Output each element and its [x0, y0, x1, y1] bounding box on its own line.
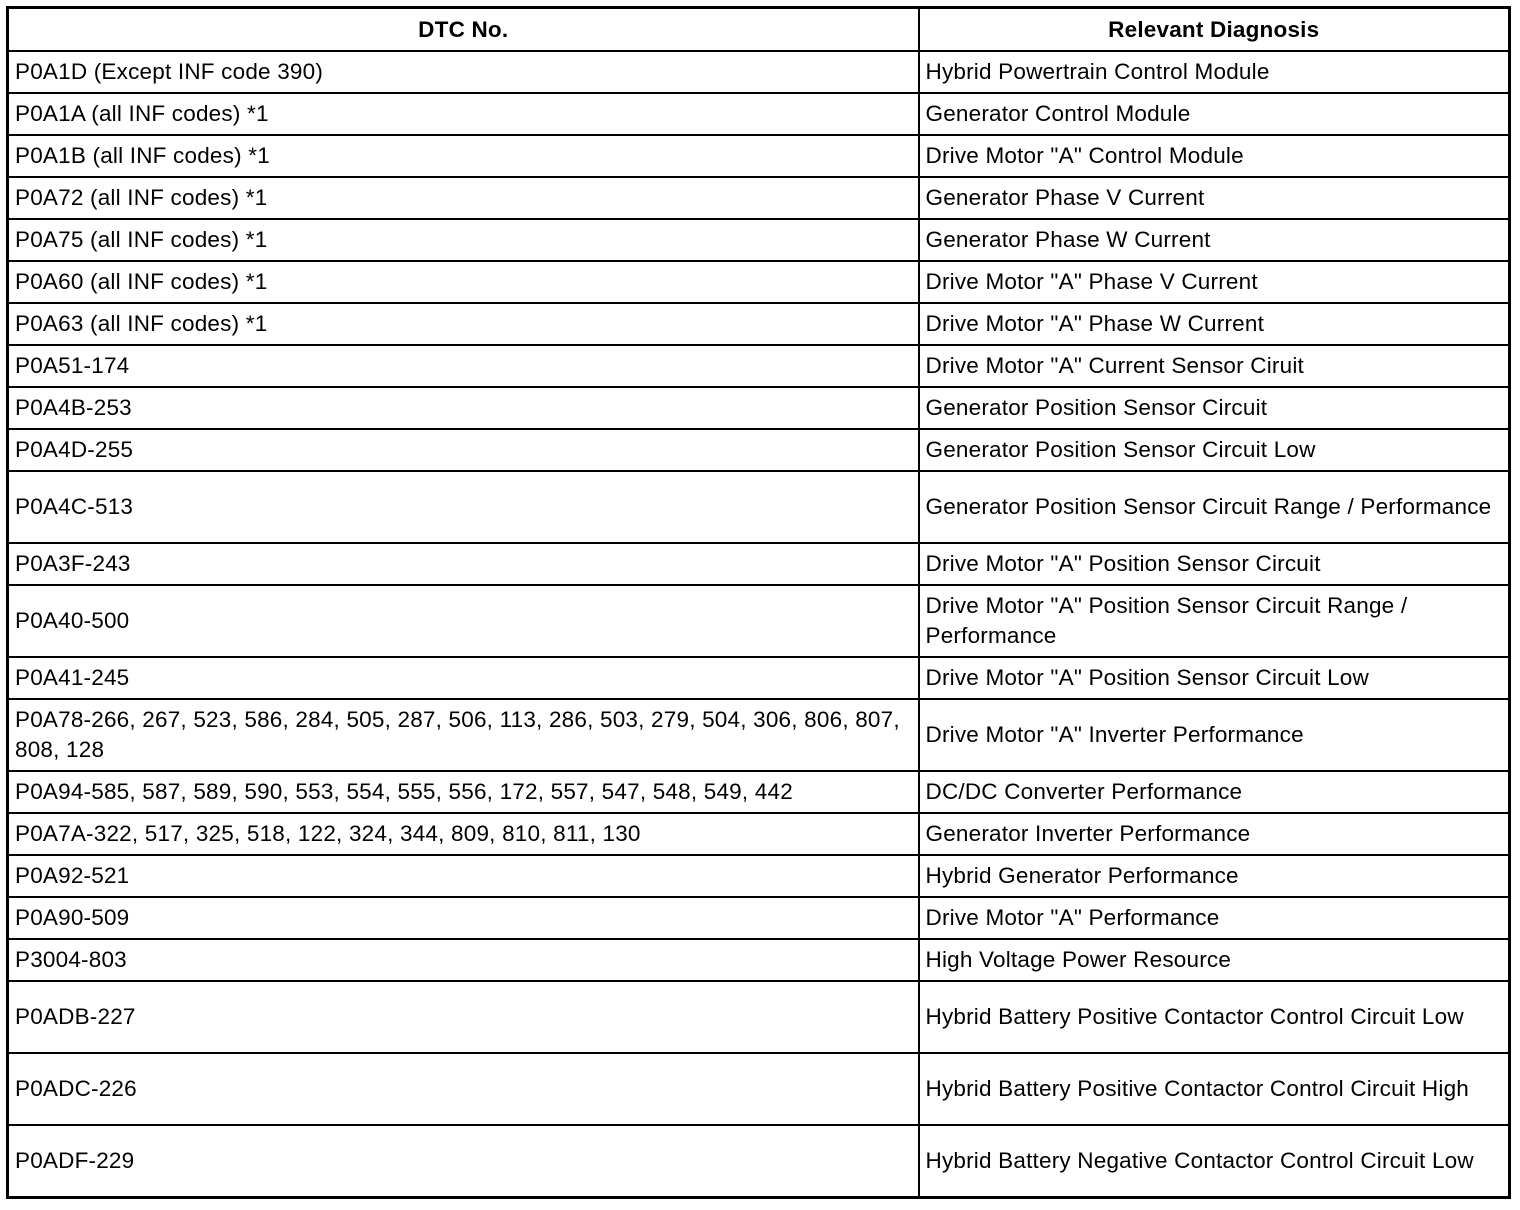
- dtc-cell: P0A63 (all INF codes) *1: [8, 303, 919, 345]
- header-dtc-no: DTC No.: [8, 8, 919, 52]
- diagnosis-cell: Generator Phase W Current: [919, 219, 1510, 261]
- dtc-cell: P0A3F-243: [8, 543, 919, 585]
- table-row: [8, 93, 1510, 135]
- diagnosis-cell: Drive Motor "A" Phase V Current: [919, 261, 1510, 303]
- header-relevant-diagnosis: Relevant Diagnosis: [919, 8, 1510, 52]
- diagnosis-cell: Generator Position Sensor Circuit Range / Performance: [919, 471, 1510, 543]
- dtc-cell: P0A92-521: [8, 855, 919, 897]
- dtc-cell: P0A7A-322, 517, 325, 518, 122, 324, 344, 809, 810, 811, 130: [8, 813, 919, 855]
- diagnosis-cell: Hybrid Generator Performance: [919, 855, 1510, 897]
- dtc-cell: P0A41-245: [8, 657, 919, 699]
- diagnosis-cell: Generator Inverter Performance: [919, 813, 1510, 855]
- diagnosis-cell: Drive Motor "A" Position Sensor Circuit Low: [919, 657, 1510, 699]
- dtc-cell: P0A78-266, 267, 523, 586, 284, 505, 287, 506, 113, 286, 503, 279, 504, 306, 806, 807, 808, 128: [8, 699, 919, 771]
- dtc-cell: P0A75 (all INF codes) *1: [8, 219, 919, 261]
- dtc-cell: P0ADB-227: [8, 981, 919, 1053]
- table-row: [8, 1053, 1510, 1125]
- table-row: [8, 219, 1510, 261]
- table-row: [8, 897, 1510, 939]
- diagnosis-cell: Drive Motor "A" Phase W Current: [919, 303, 1510, 345]
- table-row: [8, 51, 1510, 93]
- diagnosis-cell: Hybrid Battery Positive Contactor Control Circuit Low: [919, 981, 1510, 1053]
- dtc-cell: P0A4B-253: [8, 387, 919, 429]
- diagnosis-cell: Generator Control Module: [919, 93, 1510, 135]
- table-row: [8, 345, 1510, 387]
- diagnosis-cell: Generator Position Sensor Circuit Low: [919, 429, 1510, 471]
- table-row: [8, 135, 1510, 177]
- dtc-cell: P0ADC-226: [8, 1053, 919, 1125]
- diagnosis-cell: Drive Motor "A" Position Sensor Circuit: [919, 543, 1510, 585]
- diagnosis-cell: Drive Motor "A" Position Sensor Circuit Range / Performance: [919, 585, 1510, 657]
- diagnosis-cell: Drive Motor "A" Performance: [919, 897, 1510, 939]
- table-header-row: [8, 8, 1510, 52]
- table-row: [8, 177, 1510, 219]
- dtc-cell: P3004-803: [8, 939, 919, 981]
- table-row: [8, 771, 1510, 813]
- table-row: [8, 429, 1510, 471]
- dtc-cell: P0A1B (all INF codes) *1: [8, 135, 919, 177]
- diagnosis-cell: Drive Motor "A" Control Module: [919, 135, 1510, 177]
- table-row: [8, 981, 1510, 1053]
- table-row: [8, 585, 1510, 657]
- table-row: [8, 1125, 1510, 1198]
- dtc-cell: P0A94-585, 587, 589, 590, 553, 554, 555, 556, 172, 557, 547, 548, 549, 442: [8, 771, 919, 813]
- dtc-cell: P0A1A (all INF codes) *1: [8, 93, 919, 135]
- dtc-cell: P0A40-500: [8, 585, 919, 657]
- table-row: [8, 657, 1510, 699]
- table-row: [8, 261, 1510, 303]
- dtc-cell: P0A4C-513: [8, 471, 919, 543]
- table-row: [8, 303, 1510, 345]
- table-row: [8, 387, 1510, 429]
- table-row: [8, 939, 1510, 981]
- diagnosis-cell: Generator Position Sensor Circuit: [919, 387, 1510, 429]
- table-body: [8, 51, 1510, 1198]
- diagnosis-cell: Drive Motor "A" Current Sensor Ciruit: [919, 345, 1510, 387]
- table-row: [8, 699, 1510, 771]
- dtc-cell: P0ADF-229: [8, 1125, 919, 1198]
- diagnosis-cell: Hybrid Battery Positive Contactor Control Circuit High: [919, 1053, 1510, 1125]
- diagnosis-cell: Hybrid Powertrain Control Module: [919, 51, 1510, 93]
- table-row: [8, 543, 1510, 585]
- diagnosis-cell: Drive Motor "A" Inverter Performance: [919, 699, 1510, 771]
- table-row: [8, 471, 1510, 543]
- table-row: [8, 855, 1510, 897]
- dtc-cell: P0A60 (all INF codes) *1: [8, 261, 919, 303]
- dtc-cell: P0A90-509: [8, 897, 919, 939]
- dtc-cell: P0A4D-255: [8, 429, 919, 471]
- dtc-table: [6, 6, 1511, 1199]
- dtc-cell: P0A51-174: [8, 345, 919, 387]
- diagnosis-cell: Generator Phase V Current: [919, 177, 1510, 219]
- diagnosis-cell: DC/DC Converter Performance: [919, 771, 1510, 813]
- diagnosis-cell: High Voltage Power Resource: [919, 939, 1510, 981]
- dtc-cell: P0A1D (Except INF code 390): [8, 51, 919, 93]
- table-row: [8, 813, 1510, 855]
- diagnosis-cell: Hybrid Battery Negative Contactor Control Circuit Low: [919, 1125, 1510, 1198]
- dtc-cell: P0A72 (all INF codes) *1: [8, 177, 919, 219]
